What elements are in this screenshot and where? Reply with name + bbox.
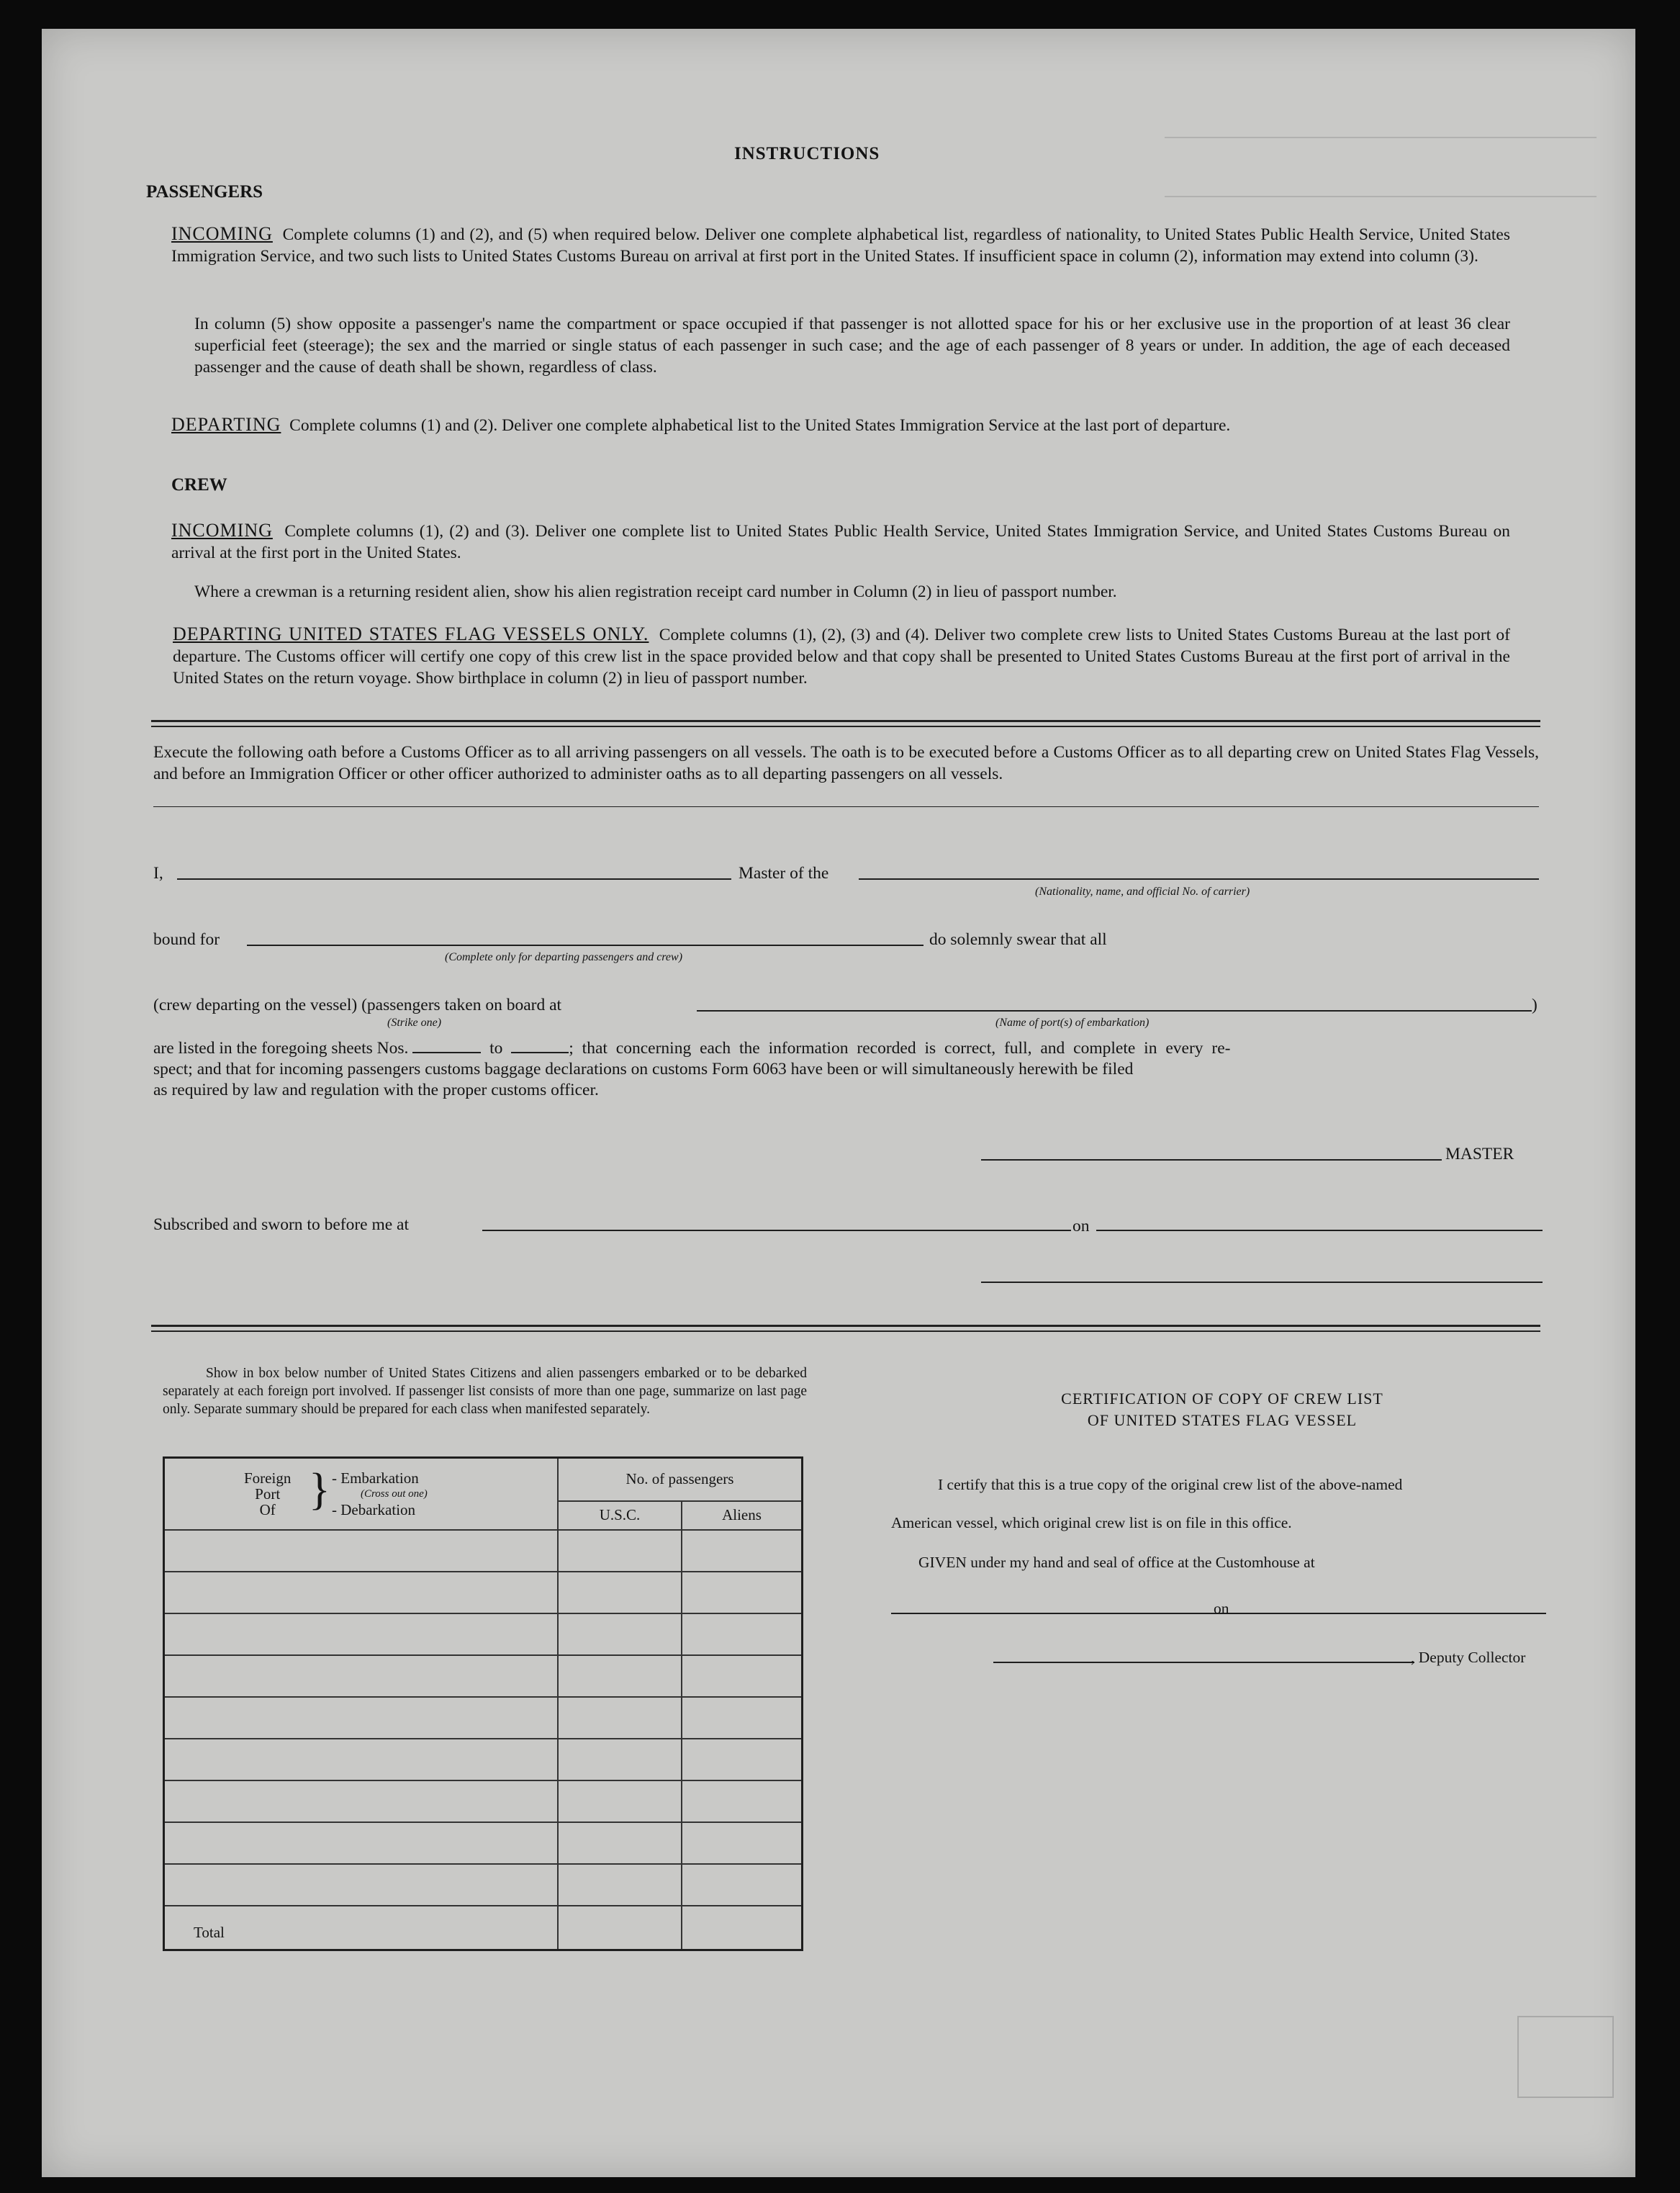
sworn-on-label: on: [1072, 1217, 1090, 1235]
nationality-caption: (Nationality, name, and official No. of carrier): [1035, 886, 1250, 898]
passengers-incoming-label: INCOMING: [171, 223, 273, 244]
col-foreign: Foreign: [244, 1469, 292, 1487]
aliens-cell[interactable]: [682, 1739, 803, 1780]
usc-header: U.S.C.: [558, 1501, 682, 1530]
summary-instructions: Show in box below number of United States Citizens and alien passengers embarked or to be debarked separately at each foreign port involved. If passenger list consists of more than one page, summarize on last page only. Separate summary should be prepared for each class when manifested separately.: [163, 1366, 807, 1417]
passengers-heading: PASSENGERS: [146, 182, 263, 202]
no-passengers-header: No. of passengers: [558, 1458, 803, 1501]
divider-top-2: [151, 726, 1540, 727]
divider-bottom: [151, 1325, 1540, 1327]
crew-departing-label: DEPARTING UNITED STATES FLAG VESSELS ONLY.: [173, 623, 649, 644]
crew-incoming-paragraph: [171, 520, 1510, 564]
oath-i-label: I,: [153, 864, 163, 883]
table-row[interactable]: [164, 1697, 559, 1739]
table-row[interactable]: [164, 1655, 559, 1697]
table-row[interactable]: [164, 1613, 559, 1655]
subscribed-label: Subscribed and sworn to before me at: [153, 1215, 410, 1234]
col-port: Port: [255, 1485, 281, 1503]
certification-line-2: American vessel, which original crew list is on file in this office.: [891, 1514, 1292, 1531]
listed-text-2: ; that concerning each the information recorded is correct, full, and complete in every re-: [569, 1039, 1231, 1058]
listed-line-3: spect; and that for incoming passengers customs baggage declarations on customs Form 6063 have been or will simultaneously herewith be filed: [153, 1060, 1134, 1079]
aliens-cell[interactable]: [682, 1697, 803, 1739]
document-page: [42, 29, 1635, 2177]
usc-cell[interactable]: [558, 1739, 682, 1780]
crew-incoming-label: INCOMING: [171, 520, 273, 541]
table-row[interactable]: [164, 1572, 559, 1613]
listed-to: to: [489, 1039, 503, 1058]
usc-cell[interactable]: [558, 1655, 682, 1697]
table-row[interactable]: [164, 1780, 559, 1822]
master-label: MASTER: [1445, 1145, 1514, 1163]
oath-intro: Execute the following oath before a Customs Officer as to all arriving passengers on all vessels. The oath is to be executed before a Customs Officer as to all departing crew on United States Flag Vessels, and before an Immigration Officer or other officer authorized to administer oaths as to all departing passengers on all vessels.: [153, 743, 1539, 783]
passengers-column5-paragraph: In column (5) show opposite a passenger's name the compartment or space occupied if that passenger is not allotted space for his or her exclusive use in the proportion of at least 36 clear superficial feet (steerage); the sex and the married or single status of each passenger in such case; and the age of each passenger of 8 years or under. In addition, the age of each deceased passenger and the cause of death shall be shown, regardless of class.: [194, 315, 1510, 377]
cross-out-label: (Cross out one): [361, 1488, 428, 1500]
listed-line-4: as required by law and regulation with the proper customs officer.: [153, 1081, 599, 1099]
swear-label: do solemnly swear that all: [929, 930, 1107, 949]
crew-resident-paragraph: Where a crewman is a returning resident alien, show his alien registration receipt card number in Column (2) in lieu of passport number.: [194, 582, 1117, 601]
bound-for-label: bound for: [153, 930, 220, 949]
crew-departing-paragraph: [173, 623, 1510, 689]
close-paren: ): [1532, 996, 1537, 1014]
col-of: Of: [259, 1501, 276, 1518]
passengers-departing-label: DEPARTING: [171, 414, 281, 435]
bleed-through-marks: [1165, 137, 1597, 197]
foreign-port-header: [164, 1458, 559, 1530]
page-title: INSTRUCTIONS: [734, 144, 880, 163]
divider-bottom-2: [151, 1330, 1540, 1332]
table-row[interactable]: [164, 1530, 559, 1572]
sworn-date-field[interactable]: [1096, 1230, 1543, 1231]
crew-incoming-text: Complete columns (1), (2) and (3). Deliver one complete list to United States Public Health Service, United States Immigration Service, and United States Customs Bureau on arrival at the first port in the United States.: [171, 522, 1510, 562]
aliens-cell[interactable]: [682, 1613, 803, 1655]
crew-departing-text: Complete columns (1), (2), (3) and (4). Deliver two complete crew lists to United States Customs Bureau at the last port of departure. The Customs officer will certify one copy of this crew list in the space provided below and that copy shall be presented to United States Customs Bureau at the first port of arrival in the United States on the return voyage. Show birthplace in column (2) in lieu of passport number.: [173, 626, 1510, 688]
crew-heading: CREW: [171, 475, 227, 495]
usc-cell[interactable]: [558, 1613, 682, 1655]
officer-signature-field[interactable]: [981, 1282, 1543, 1283]
master-of-label: Master of the: [739, 864, 829, 883]
sheet-from-field[interactable]: [412, 1052, 481, 1053]
passengers-departing-paragraph: [171, 414, 1510, 436]
passenger-summary-table: [163, 1456, 803, 1951]
strike-caption: (Strike one): [387, 1017, 442, 1029]
brace-icon: }: [309, 1465, 330, 1514]
total-label: Total: [194, 1924, 225, 1941]
certification-date-field[interactable]: [1235, 1613, 1546, 1614]
aliens-cell[interactable]: [682, 1780, 803, 1822]
certification-on: on: [1214, 1600, 1229, 1617]
usc-cell[interactable]: [558, 1822, 682, 1864]
certification-heading-2: OF UNITED STATES FLAG VESSEL: [1087, 1411, 1358, 1429]
embarkation-port-field[interactable]: [697, 1010, 1532, 1012]
carrier-field[interactable]: [859, 878, 1539, 880]
master-name-field[interactable]: [177, 878, 731, 880]
usc-cell[interactable]: [558, 1697, 682, 1739]
certification-heading-1: CERTIFICATION OF COPY OF CREW LIST: [1061, 1390, 1383, 1408]
debarkation-label: - Debarkation: [332, 1501, 416, 1518]
oath-intro-underline: [153, 806, 1539, 807]
aliens-cell[interactable]: [682, 1655, 803, 1697]
usc-cell[interactable]: [558, 1780, 682, 1822]
port-caption: (Name of port(s) of embarkation): [995, 1017, 1150, 1029]
sheet-to-field[interactable]: [511, 1052, 569, 1053]
aliens-total-cell[interactable]: [682, 1906, 803, 1950]
complete-caption: (Complete only for departing passengers and crew): [445, 951, 683, 963]
bleed-through-box: [1517, 2016, 1614, 2098]
listed-text-1: are listed in the foregoing sheets Nos.: [153, 1039, 409, 1058]
usc-cell[interactable]: [558, 1572, 682, 1613]
table-row[interactable]: [164, 1864, 559, 1906]
crew-departing-label-line: (crew departing on the vessel) (passengers taken on board at: [153, 996, 562, 1014]
usc-total-cell[interactable]: [558, 1906, 682, 1950]
divider-top: [151, 720, 1540, 722]
embarkation-label: - Embarkation: [332, 1469, 419, 1487]
aliens-header: Aliens: [682, 1501, 803, 1530]
total-row: [164, 1906, 559, 1950]
aliens-cell[interactable]: [682, 1864, 803, 1906]
passengers-departing-text: Complete columns (1) and (2). Deliver one complete alphabetical list to the United States Immigration Service at the last port of departure.: [289, 416, 1231, 435]
aliens-cell[interactable]: [682, 1822, 803, 1864]
usc-cell[interactable]: [558, 1530, 682, 1572]
deputy-collector-signature[interactable]: [993, 1662, 1414, 1663]
customhouse-field[interactable]: [891, 1613, 1251, 1614]
certification-line-3: GIVEN under my hand and seal of office at the Customhouse at: [918, 1554, 1315, 1571]
bound-for-field[interactable]: [247, 945, 923, 946]
deputy-collector-label: , Deputy Collector: [1411, 1649, 1526, 1666]
aliens-cell[interactable]: [682, 1530, 803, 1572]
master-signature-field[interactable]: [981, 1159, 1442, 1161]
passengers-incoming-paragraph: [171, 223, 1510, 267]
table-row[interactable]: [164, 1739, 559, 1780]
sworn-place-field[interactable]: [482, 1230, 1071, 1231]
passengers-incoming-text: Complete columns (1) and (2), and (5) when required below. Deliver one complete alphabetical list, regardless of nationality, to United States Public Health Service, United States Immigration Service, and two such lists to United States Customs Bureau on arrival at first port in the United States. If insufficient space in column (2), information may extend into column (3).: [171, 225, 1511, 266]
table-row[interactable]: [164, 1822, 559, 1864]
certification-line-1: I certify that this is a true copy of the original crew list of the above-named: [938, 1476, 1403, 1493]
listed-line-1: [153, 1039, 1543, 1058]
usc-cell[interactable]: [558, 1864, 682, 1906]
aliens-cell[interactable]: [682, 1572, 803, 1613]
certification-heading: [891, 1388, 1553, 1431]
